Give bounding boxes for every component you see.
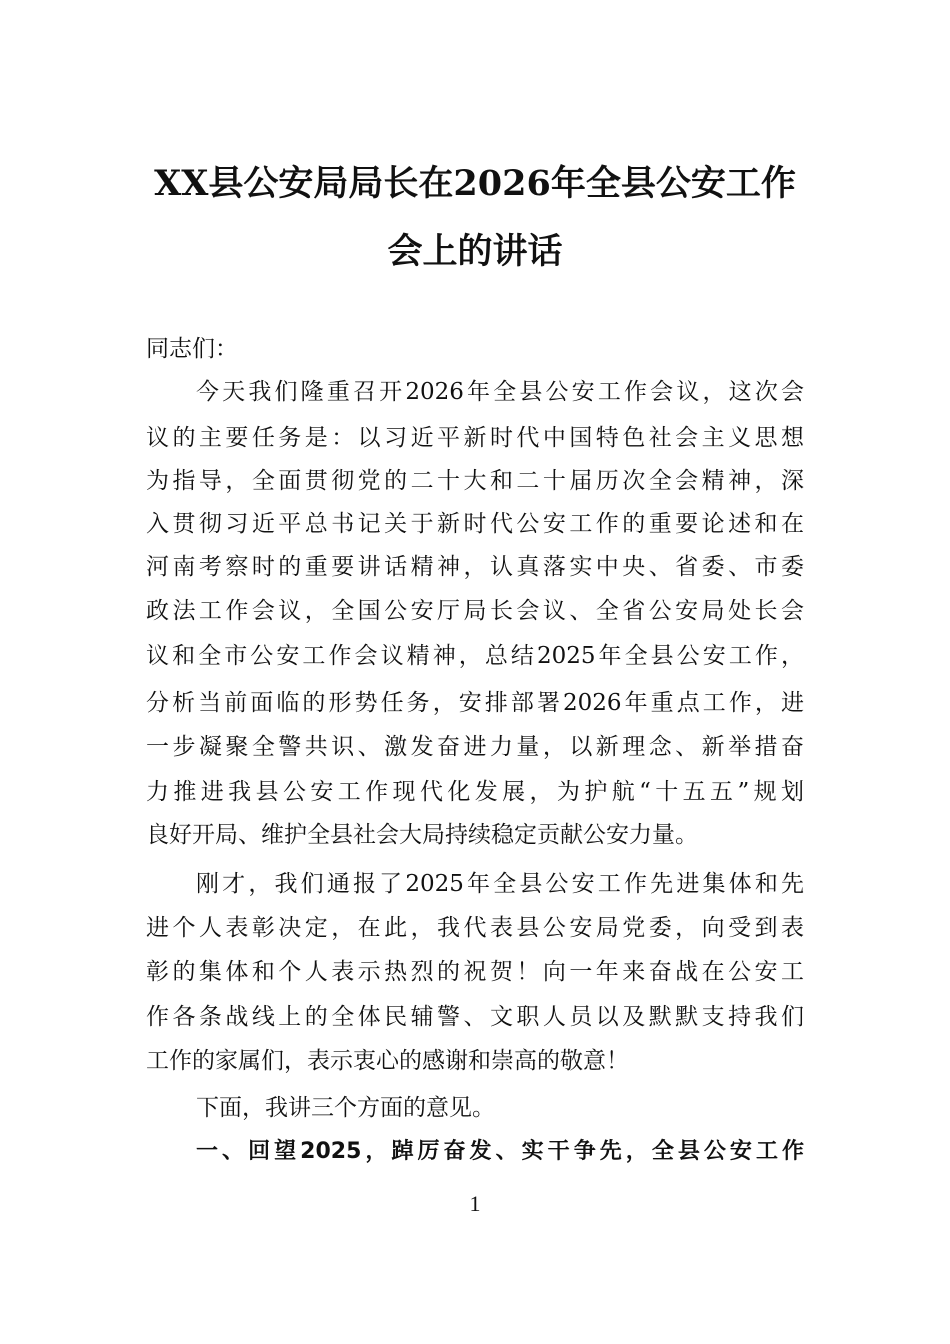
paragraph-1-line: 一步凝聚全警共识、激发奋进力量，以新理念、新举措奋	[146, 734, 804, 760]
paragraph-2-line: 工作的家属们，表示衷心的感谢和崇高的敬意！	[146, 1048, 629, 1074]
paragraph-2-line: 刚才，我们通报了2025年全县公安工作先进集体和先	[196, 871, 804, 897]
section-heading-1: 一、回望2025，踔厉奋发、实干争先，全县公安工作	[196, 1139, 804, 1164]
paragraph-2-line: 彰的集体和个人表示热烈的祝贺！向一年来奋战在公安工	[146, 959, 804, 985]
paragraph-1-line: 今天我们隆重召开2026年全县公安工作会议，这次会	[196, 379, 804, 405]
page-number: 1	[469, 1191, 481, 1216]
paragraph-2-line: 进个人表彰决定，在此，我代表县公安局党委，向受到表	[146, 915, 804, 941]
paragraph-1-line: 政法工作会议，全国公安厅局长会议、全省公安局处长会	[146, 598, 804, 624]
paragraph-1-line: 议和全市公安工作会议精神，总结2025年全县公安工作，	[146, 643, 804, 669]
paragraph-1-line: 分析当前面临的形势任务，安排部署2026年重点工作，进	[146, 690, 804, 716]
paragraph-3: 下面，我讲三个方面的意见。	[196, 1095, 495, 1121]
paragraph-1-line: 入贯彻习近平总书记关于新时代公安工作的重要论述和在	[146, 511, 804, 537]
document-title-line-2: 会上的讲话	[387, 231, 563, 272]
paragraph-1-line: 河南考察时的重要讲话精神，认真落实中央、省委、市委	[146, 554, 804, 580]
paragraph-1-line: 力推进我县公安工作现代化发展，为护航“十五五”规划	[146, 779, 804, 805]
salutation: 同志们：	[146, 336, 238, 362]
document-title-line-1: XX县公安局局长在2026年全县公安工作	[154, 163, 796, 204]
paragraph-1-line: 良好开局、维护全县社会大局持续稳定贡献公安力量。	[146, 822, 698, 848]
paragraph-1-line: 议的主要任务是：以习近平新时代中国特色社会主义思想	[146, 425, 804, 451]
paragraph-1-line: 为指导，全面贯彻党的二十大和二十届历次全会精神，深	[146, 468, 804, 494]
paragraph-2-line: 作各条战线上的全体民辅警、文职人员以及默默支持我们	[146, 1004, 804, 1030]
